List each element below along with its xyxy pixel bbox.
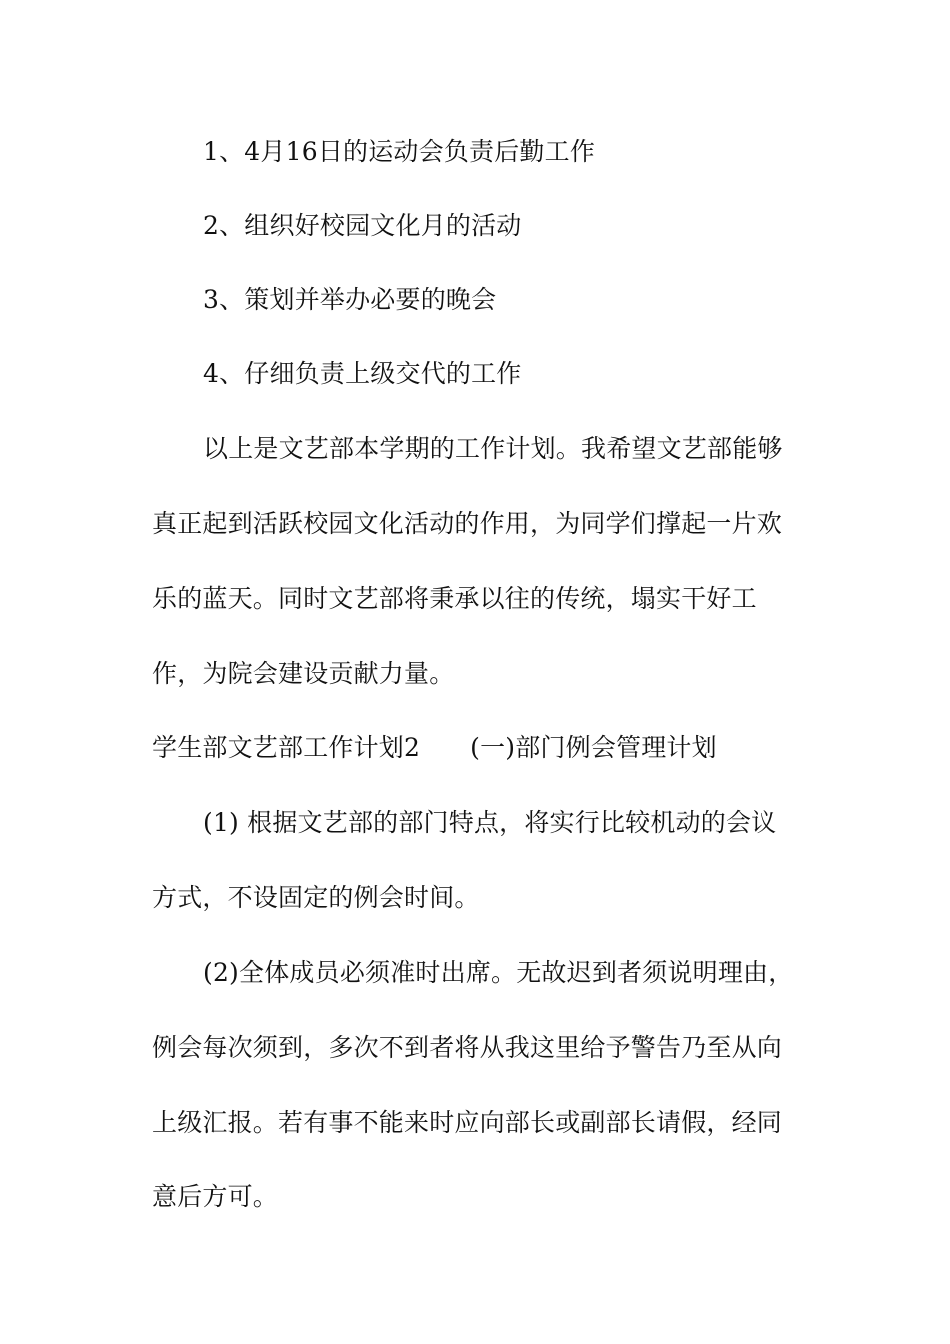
list-item-1: 1、4月16日的运动会负责后勤工作 <box>203 137 596 166</box>
section-heading <box>152 733 802 763</box>
list-item-3: 3、策划并举办必要的晚会 <box>203 285 497 314</box>
paragraph-line: (2)全体成员必须准时出席。无故迟到者须说明理由， <box>203 958 794 987</box>
paragraph-line: 上级汇报。若有事不能来时应向部长或副部长请假，经同 <box>152 1108 783 1137</box>
paragraph-line: 方式，不设固定的例会时间。 <box>152 883 480 912</box>
section-title: 学生部文艺部工作计划2 <box>152 733 421 762</box>
paragraph-line: 乐的蓝天。同时文艺部将秉承以往的传统，塌实干好工 <box>152 584 757 613</box>
paragraph-line: 真正起到活跃校园文化活动的作用，为同学们撑起一片欢 <box>152 509 783 538</box>
paragraph-line: 作，为院会建设贡献力量。 <box>152 659 455 688</box>
paragraph-line: (1) 根据文艺部的部门特点，将实行比较机动的会议 <box>203 808 777 837</box>
list-item-2: 2、组织好校园文化月的活动 <box>203 211 522 240</box>
section-subtitle: (一)部门例会管理计划 <box>470 733 717 762</box>
list-item-4: 4、仔细负责上级交代的工作 <box>203 359 522 388</box>
paragraph-line: 意后方可。 <box>152 1182 279 1211</box>
paragraph-line: 例会每次须到，多次不到者将从我这里给予警告乃至从向 <box>152 1033 783 1062</box>
paragraph-line: 以上是文艺部本学期的工作计划。我希望文艺部能够 <box>203 434 783 463</box>
